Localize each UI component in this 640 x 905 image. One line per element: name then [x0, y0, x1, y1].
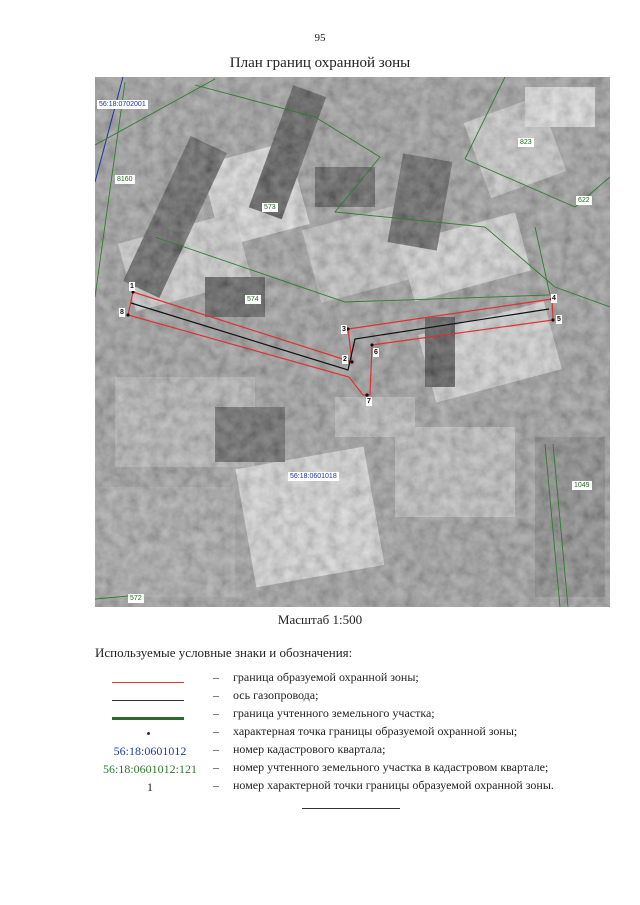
legend-dash: –	[213, 706, 219, 720]
boundary-overlay	[95, 77, 610, 607]
boundary-point	[370, 343, 373, 346]
parcel-boundary	[465, 77, 505, 159]
legend-dash: –	[213, 688, 219, 702]
point-label: 8	[120, 309, 124, 316]
legend-text: ось газопровода;	[233, 688, 319, 702]
point-label: 1	[130, 283, 134, 290]
legend-dash: –	[213, 724, 219, 738]
page-title: План границ охранной зоны	[229, 55, 411, 71]
parcel-label: 572	[130, 595, 142, 602]
legend-text: граница образуемой охранной зоны;	[233, 670, 419, 684]
green-line-symbol	[112, 717, 184, 720]
point-label: 4	[552, 295, 556, 302]
legend-dash: –	[213, 778, 219, 792]
legend-dash: –	[213, 742, 219, 756]
parcel-label: 574	[247, 296, 259, 303]
quarter-label: 56:18:0601018	[290, 473, 337, 480]
legend-dash: –	[213, 670, 219, 684]
parcel-label: 1049	[574, 482, 590, 489]
parcel-boundary	[95, 82, 125, 297]
point-dot-symbol	[147, 732, 150, 735]
boundary-point	[350, 360, 353, 363]
protected-zone-boundary	[128, 292, 553, 395]
boundary-point	[126, 313, 129, 316]
boundary-point	[551, 318, 554, 321]
red-line-symbol	[112, 682, 184, 683]
legend-text: номер характерной точки границы образуемой охранной зоны.	[233, 778, 554, 792]
legend-text: номер кадастрового квартала;	[233, 742, 386, 756]
map-scale: Масштаб 1:500	[277, 612, 363, 627]
parcel-boundary	[545, 444, 560, 607]
gas-pipeline-axis	[131, 303, 549, 370]
point-label: 6	[374, 349, 378, 356]
legend-text: характерная точка границы образуемой охранной зоны;	[233, 724, 518, 738]
legend-title: Используемые условные знаки и обозначения:	[95, 645, 353, 660]
parcel-boundary	[553, 444, 568, 607]
end-rule	[302, 808, 400, 809]
point-number-symbol: 1	[147, 780, 153, 794]
legend-dash: –	[213, 760, 219, 774]
legend-text: граница учтенного земельного участка;	[233, 706, 435, 720]
point-label: 5	[557, 316, 561, 323]
parcel-label: 823	[520, 139, 532, 146]
legend-row	[95, 778, 615, 796]
point-label: 7	[367, 398, 371, 405]
legend-text: номер учтенного земельного участка в кадастровом квартале;	[233, 760, 549, 774]
black-line-symbol	[112, 700, 184, 701]
point-label: 2	[343, 356, 347, 363]
quarter-label: 56:18:0702001	[99, 101, 146, 108]
parcel-boundary	[155, 227, 550, 302]
page-number: 95	[314, 32, 326, 44]
legend-row	[95, 670, 615, 688]
parcel-boundary	[95, 79, 215, 145]
parcel-label: 622	[578, 197, 590, 204]
legend-row	[95, 742, 615, 760]
parcel-boundary	[465, 159, 575, 207]
parcel-number-symbol: 56:18:0601012:121	[102, 762, 197, 776]
parcel-label: 573	[264, 204, 276, 211]
legend-row	[95, 706, 615, 724]
point-label: 3	[342, 326, 346, 333]
parcel-boundary	[195, 85, 610, 307]
legend-row	[95, 724, 615, 742]
legend-row	[95, 688, 615, 706]
quarter-number-symbol: 56:18:0601012	[113, 744, 187, 758]
legend-row	[95, 760, 615, 778]
legend	[95, 670, 615, 796]
satellite-map	[95, 77, 610, 607]
parcel-label: 8160	[117, 176, 133, 183]
